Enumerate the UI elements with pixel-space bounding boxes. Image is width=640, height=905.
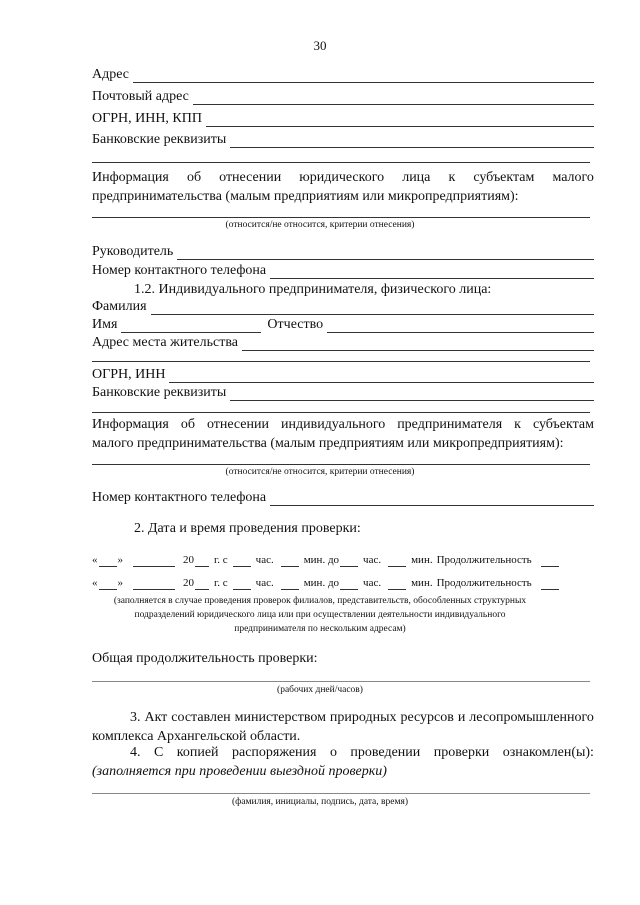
blank-line bbox=[92, 412, 590, 413]
word: копией bbox=[176, 745, 219, 760]
total-duration-label: Общая продолжительность проверки: bbox=[92, 651, 318, 666]
sme-caption-individual: (относится/не относится, критерии отнесения) bbox=[225, 467, 415, 477]
residence-fill-line bbox=[242, 337, 594, 351]
surname-fill-line bbox=[151, 301, 594, 315]
word: индивидуального bbox=[280, 417, 386, 432]
address-field bbox=[92, 66, 594, 83]
hour-unit: час. bbox=[363, 577, 382, 589]
word: проведении bbox=[350, 745, 421, 760]
residence-field bbox=[92, 334, 594, 351]
section-title-individual: 1.2. Индивидуального предпринимателя, физического лица: bbox=[134, 282, 492, 297]
word: Информация bbox=[92, 170, 169, 185]
minute-blank bbox=[388, 555, 406, 567]
blank-line bbox=[92, 681, 590, 682]
phone-field-individual bbox=[92, 489, 594, 506]
word: об bbox=[180, 417, 195, 432]
day-blank bbox=[99, 555, 117, 567]
patronymic-label: Отчество bbox=[267, 317, 324, 332]
word: предпринимателя bbox=[397, 417, 503, 432]
phone-label: Номер контактного телефона bbox=[92, 490, 267, 505]
word: к bbox=[448, 170, 456, 185]
bank-details-label: Банковские реквизиты bbox=[92, 132, 227, 147]
familiarization-paragraph bbox=[92, 743, 594, 781]
ogrn-inn-field bbox=[92, 366, 594, 383]
name-fill-line bbox=[121, 321, 261, 333]
word: Акт bbox=[144, 710, 168, 725]
phone-fill-line bbox=[270, 265, 594, 279]
phone-label: Номер контактного телефона bbox=[92, 263, 267, 278]
hour-blank bbox=[340, 578, 358, 590]
until-label: мин. до bbox=[303, 577, 340, 589]
word: министерством bbox=[234, 710, 326, 725]
month-blank bbox=[133, 555, 175, 567]
month-blank bbox=[133, 578, 175, 590]
minute-blank bbox=[388, 578, 406, 590]
ogrn-field bbox=[92, 110, 594, 127]
duration-label: Продолжительность bbox=[436, 577, 532, 589]
open-quote: « bbox=[92, 577, 98, 589]
open-quote: « bbox=[92, 554, 98, 566]
word: субъектам bbox=[532, 417, 594, 432]
word: отнесении bbox=[219, 170, 282, 185]
hour-blank bbox=[340, 555, 358, 567]
minute-unit: мин. bbox=[411, 554, 433, 566]
word: Информация bbox=[92, 417, 169, 432]
word: проверки bbox=[433, 745, 490, 760]
word: С bbox=[153, 745, 164, 760]
until-label: мин. до bbox=[303, 554, 340, 566]
phone-field-legal bbox=[92, 262, 594, 279]
datetime-note-line3: предпринимателя по нескольким адресам) bbox=[234, 624, 406, 634]
year-prefix: 20 bbox=[183, 554, 194, 566]
sme-info-individual-line2: малого предпринимательства (малым предприятиям или микропредприятиям): bbox=[92, 436, 564, 451]
duration-blank bbox=[541, 555, 559, 567]
hour-unit: час. bbox=[255, 554, 274, 566]
sme-info-legal-line2: предпринимательства (малым предприятиям или микропредприятиям): bbox=[92, 189, 519, 204]
word: малого bbox=[552, 170, 594, 185]
postal-address-label: Почтовый адрес bbox=[92, 89, 189, 104]
word: 4. bbox=[130, 745, 141, 760]
word: субъектам bbox=[473, 170, 535, 185]
datetime-row-1 bbox=[92, 553, 604, 567]
day-blank bbox=[99, 578, 117, 590]
from-label: г. с bbox=[214, 577, 228, 589]
head-field bbox=[92, 243, 594, 260]
sme-info-legal-line1 bbox=[92, 168, 594, 187]
hour-unit: час. bbox=[363, 554, 382, 566]
close-quote: » bbox=[117, 577, 123, 589]
hour-blank bbox=[233, 578, 251, 590]
sme-info-individual bbox=[92, 415, 594, 453]
total-duration-caption: (рабочих дней/часов) bbox=[277, 685, 363, 695]
familiarization-line2: (заполняется при проведении выездной проверки) bbox=[92, 764, 387, 779]
minute-blank bbox=[281, 578, 299, 590]
word: ресурсов bbox=[400, 710, 454, 725]
familiarization-line1 bbox=[92, 743, 594, 762]
sme-caption-legal: (относится/не относится, критерии отнесения) bbox=[225, 220, 415, 230]
word: 3. bbox=[130, 710, 141, 725]
word: о bbox=[329, 745, 337, 760]
word: распоряжения bbox=[231, 745, 317, 760]
word: и bbox=[457, 710, 466, 725]
name-label: Имя bbox=[92, 317, 118, 332]
blank-line bbox=[92, 162, 590, 163]
blank-line bbox=[92, 361, 590, 362]
word: лесопромышленного bbox=[469, 710, 594, 725]
address-label: Адрес bbox=[92, 67, 130, 82]
hour-blank bbox=[233, 555, 251, 567]
page-number: 30 bbox=[313, 38, 327, 53]
ogrn-inn-fill-line bbox=[169, 369, 594, 383]
sme-info-individual-line1 bbox=[92, 415, 594, 434]
word: к bbox=[514, 417, 521, 432]
datetime-note-line2: подразделений юридического лица или при осуществлении деятельности индивидуального bbox=[134, 610, 506, 620]
ogrn-inn-label: ОГРН, ИНН bbox=[92, 367, 166, 382]
word: отнесении bbox=[206, 417, 270, 432]
close-quote: » bbox=[117, 554, 123, 566]
surname-field bbox=[92, 298, 594, 315]
name-patronymic-field bbox=[92, 316, 594, 333]
familiarization-caption: (фамилия, инициалы, подпись, дата, время) bbox=[231, 797, 409, 807]
word: лица bbox=[402, 170, 431, 185]
hour-unit: час. bbox=[255, 577, 274, 589]
word: природных bbox=[329, 710, 397, 725]
duration-label: Продолжительность bbox=[436, 554, 532, 566]
datetime-row-2 bbox=[92, 576, 604, 590]
year-blank bbox=[195, 578, 209, 590]
blank-line bbox=[92, 464, 590, 465]
address-fill-line bbox=[133, 69, 594, 83]
word: составлен bbox=[171, 710, 231, 725]
word: об bbox=[186, 170, 202, 185]
bank-details-field bbox=[92, 131, 594, 148]
act-line1 bbox=[92, 708, 594, 727]
head-label: Руководитель bbox=[92, 244, 174, 259]
bank-details-fill-line bbox=[230, 387, 594, 401]
blank-line bbox=[92, 217, 590, 218]
minute-unit: мин. bbox=[411, 577, 433, 589]
word: юридического bbox=[299, 170, 385, 185]
bank-details-individual-field bbox=[92, 384, 594, 401]
head-fill-line bbox=[177, 246, 594, 260]
sme-info-legal bbox=[92, 168, 594, 206]
bank-details-label: Банковские реквизиты bbox=[92, 385, 227, 400]
bank-details-fill-line bbox=[230, 134, 594, 148]
act-paragraph bbox=[92, 708, 594, 746]
datetime-note-line1: (заполняется в случае проведения проверок филиалов, представительств, обособленных структурных bbox=[113, 596, 527, 606]
phone-fill-line bbox=[270, 492, 594, 506]
duration-blank bbox=[541, 578, 559, 590]
residence-label: Адрес места жительства bbox=[92, 335, 238, 350]
minute-blank bbox=[281, 555, 299, 567]
surname-label: Фамилия bbox=[92, 299, 147, 314]
postal-address-fill-line bbox=[193, 91, 594, 105]
postal-address-field bbox=[92, 88, 594, 105]
patronymic-fill-line bbox=[327, 319, 594, 333]
act-line2: комплекса Архангельской области. bbox=[92, 729, 301, 744]
year-prefix: 20 bbox=[183, 577, 194, 589]
from-label: г. с bbox=[214, 554, 228, 566]
blank-line bbox=[92, 793, 590, 794]
ogrn-fill-line bbox=[206, 113, 594, 127]
section-title-datetime: 2. Дата и время проведения проверки: bbox=[134, 521, 361, 536]
year-blank bbox=[195, 555, 209, 567]
ogrn-label: ОГРН, ИНН, КПП bbox=[92, 111, 202, 126]
word: ознакомлен(ы): bbox=[502, 745, 594, 760]
